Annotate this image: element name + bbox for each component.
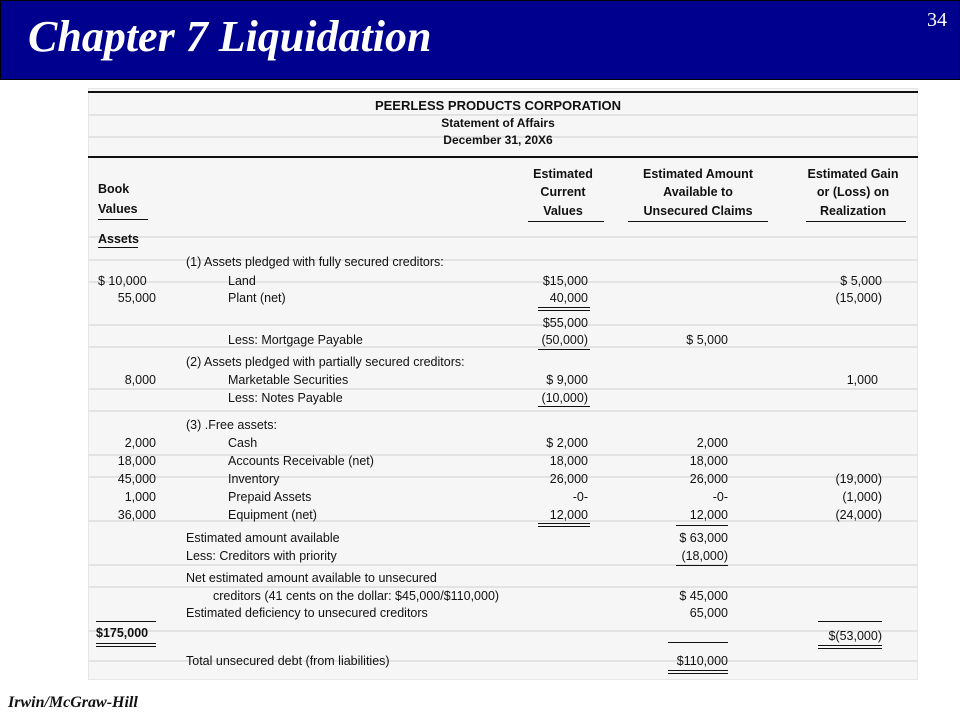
statement-name: Statement of Affairs	[441, 116, 555, 130]
total-debt-label: Total unsecured debt (from liabilities)	[186, 654, 390, 668]
section3-receivable-label: Accounts Receivable (net)	[228, 454, 374, 468]
page-number: 34	[927, 9, 947, 31]
section1-land-label: Land	[228, 274, 256, 288]
scan-texture	[88, 281, 918, 283]
top-rule	[88, 91, 918, 93]
section2-securities-current: $ 9,000	[546, 373, 588, 387]
section1-plant-gain: (15,000)	[835, 291, 882, 305]
section3-inventory-label: Inventory	[228, 472, 280, 486]
section1-land-gain: $ 5,000	[840, 274, 882, 288]
section3-cash-book: 2,000	[124, 436, 156, 450]
summary-creditors-rule	[676, 565, 728, 566]
total-debt-rule-2	[668, 673, 728, 674]
section3-prepaid-book: 1,000	[124, 490, 156, 504]
publisher-footer: Irwin/McGraw-Hill	[8, 694, 138, 711]
section2-securities-book: 8,000	[124, 373, 156, 387]
section3-prepaid-current: -0-	[572, 490, 588, 504]
col-header-gain-1: Estimated Gain	[807, 167, 899, 181]
col-header-book-1: Book	[98, 182, 130, 196]
col-header-current-2: Current	[540, 185, 586, 199]
section2-less-label: Less: Notes Payable	[228, 391, 343, 405]
col-header-available-1: Estimated Amount	[643, 167, 753, 181]
section3-prepaid-gain: (1,000)	[842, 490, 882, 504]
section3-available-rule	[676, 525, 728, 526]
header-rule	[88, 156, 918, 158]
total-book-rule-1	[96, 643, 156, 644]
assets-underline	[98, 247, 138, 248]
summary-net-value: $ 45,000	[679, 589, 728, 603]
section1-heading: (1) Assets pledged with fully secured creditors:	[186, 255, 444, 269]
scan-texture	[88, 454, 918, 456]
total-debt-rule-top	[668, 642, 728, 643]
assets-label: Assets	[98, 232, 139, 246]
company-name: PEERLESS PRODUCTS CORPORATION	[374, 98, 622, 113]
section1-plant-current: 40,000	[549, 291, 588, 305]
total-gain-value: $(53,000)	[828, 629, 882, 643]
section3-cash-current: $ 2,000	[546, 436, 588, 450]
section2-securities-gain: 1,000	[846, 373, 878, 387]
total-gain-rule-1	[818, 645, 882, 646]
section1-less-available: $ 5,000	[686, 333, 728, 347]
total-book-rule-top	[96, 621, 156, 622]
section3-current-rule-1	[538, 523, 590, 524]
section3-equipment-book: 36,000	[117, 508, 156, 522]
section1-less-label: Less: Mortgage Payable	[228, 333, 363, 347]
section1-land-current: $15,000	[542, 274, 588, 288]
section3-equipment-gain: (24,000)	[835, 508, 882, 522]
slide-title: Chapter 7 Liquidation	[28, 12, 432, 61]
section3-receivable-available: 18,000	[689, 454, 728, 468]
section1-subtotal-rule	[538, 307, 590, 308]
section3-equipment-current: 12,000	[549, 508, 588, 522]
section1-less-rule	[538, 349, 590, 350]
section3-inventory-available: 26,000	[689, 472, 728, 486]
section3-receivable-current: 18,000	[549, 454, 588, 468]
total-book-rule-2	[96, 646, 156, 647]
section3-prepaid-available: -0-	[712, 490, 728, 504]
summary-deficiency-label: Estimated deficiency to unsecured creditors	[186, 606, 428, 620]
scan-texture	[88, 410, 918, 412]
scan-texture	[88, 520, 918, 522]
section3-inventory-current: 26,000	[549, 472, 588, 486]
col-header-book-2: Values	[98, 202, 138, 216]
total-gain-rule-2	[818, 648, 882, 649]
section1-subtotal: $55,000	[542, 316, 588, 330]
header-underline-current	[528, 221, 604, 222]
total-book-value: $175,000	[96, 626, 149, 640]
total-debt-value: $110,000	[676, 654, 728, 668]
col-header-current-3: Values	[543, 204, 583, 218]
section1-less-current: (50,000)	[541, 333, 588, 347]
summary-estimated-label: Estimated amount available	[186, 531, 340, 545]
section2-heading: (2) Assets pledged with partially secured creditors:	[186, 355, 465, 369]
scan-texture	[88, 630, 918, 632]
total-gain-rule-top	[818, 621, 882, 622]
summary-creditors-value: (18,000)	[681, 549, 728, 563]
section3-cash-label: Cash	[228, 436, 258, 450]
section1-land-book: $ 10,000	[98, 274, 147, 288]
section2-securities-label: Marketable Securities	[228, 373, 349, 387]
scan-texture	[88, 346, 918, 348]
section3-inventory-gain: (19,000)	[835, 472, 882, 486]
section3-equipment-label: Equipment (net)	[228, 508, 317, 522]
col-header-gain-2: or (Loss) on	[816, 185, 890, 199]
summary-creditors-label: Less: Creditors with priority	[186, 549, 337, 563]
header-underline-gain	[806, 221, 906, 222]
slide-title-bar	[0, 0, 960, 80]
scan-texture	[88, 324, 918, 326]
summary-estimated-value: $ 63,000	[679, 531, 728, 545]
scan-texture	[88, 388, 918, 390]
total-debt-rule-1	[668, 670, 728, 671]
col-header-current-1: Estimated	[533, 167, 593, 181]
section3-cash-available: 2,000	[696, 436, 728, 450]
section1-plant-label: Plant (net)	[228, 291, 286, 305]
section3-equipment-available: 12,000	[689, 508, 728, 522]
section3-heading: (3) .Free assets:	[186, 418, 277, 432]
scan-texture	[88, 586, 918, 588]
col-header-gain-3: Realization	[820, 204, 886, 218]
section3-inventory-book: 45,000	[117, 472, 156, 486]
summary-deficiency-value: 65,000	[689, 606, 728, 620]
section3-current-rule-2	[538, 526, 590, 527]
statement-of-affairs-scan	[88, 88, 918, 680]
section2-less-current: (10,000)	[541, 391, 588, 405]
scan-texture	[88, 476, 918, 478]
section3-receivable-book: 18,000	[117, 454, 156, 468]
section1-plant-book: 55,000	[117, 291, 156, 305]
header-underline-available	[628, 221, 768, 222]
section3-prepaid-label: Prepaid Assets	[228, 490, 312, 504]
scan-texture	[88, 564, 918, 566]
col-header-available-3: Unsecured Claims	[643, 204, 753, 218]
section2-less-rule	[538, 406, 590, 407]
summary-net-label-2: creditors (41 cents on the dollar: $45,000/$110,000)	[213, 589, 500, 603]
section1-subtotal-rule-2	[538, 310, 590, 311]
col-header-available-2: Available to	[663, 185, 733, 199]
header-underline-book	[98, 219, 148, 220]
summary-net-label-1: Net estimated amount available to unsecured	[186, 571, 437, 585]
scan-texture	[88, 236, 918, 238]
statement-date: December 31, 20X6	[443, 133, 553, 147]
